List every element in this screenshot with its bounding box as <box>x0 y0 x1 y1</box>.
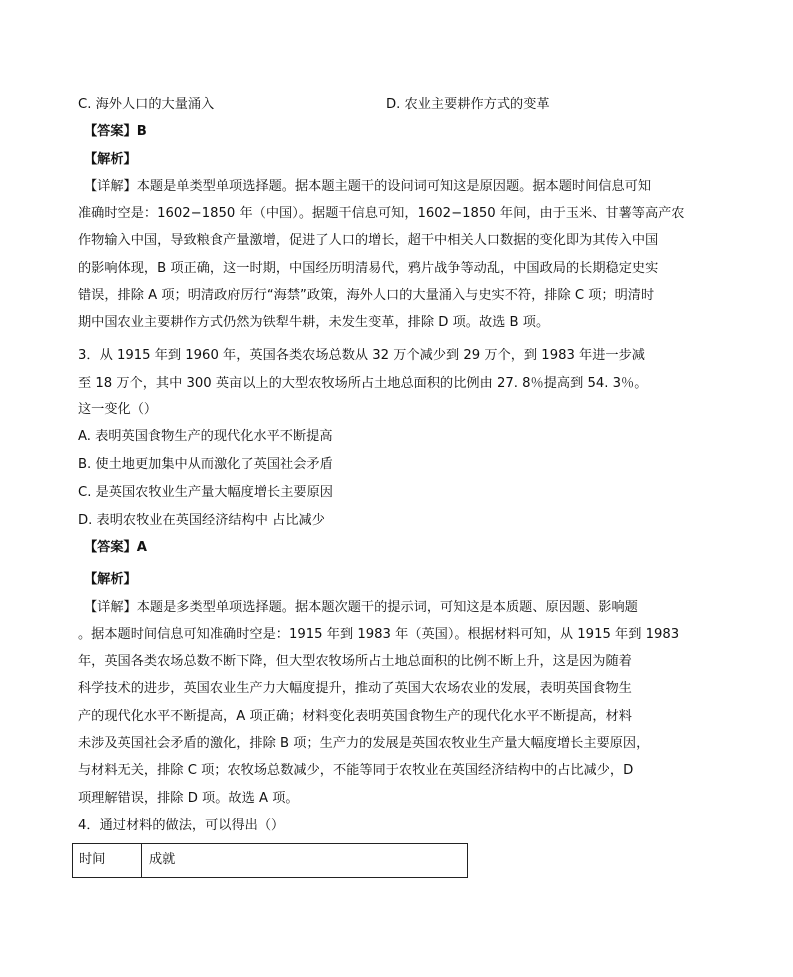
q3-detail-line: 产的现代化水平不断提高，A 项正确；材料变化表明英国食物生产的现代化水平不断提高，材料 <box>78 709 632 724</box>
q4-stem: 4．通过材料的做法，可以得出（） <box>78 818 285 833</box>
answer-label: 【答案】 <box>84 124 137 139</box>
q2-answer <box>84 123 147 141</box>
q3-option-d: D. 表明农牧业在英国经济结构中 占比减少 <box>78 513 325 528</box>
q2-detail-line: 【详解】本题是单类型单项选择题。据本题主题干的设问词可知这是原因题。据本题时间信息可知 <box>84 179 652 194</box>
answer-value: A <box>136 540 147 555</box>
q2-detail-line: 作物输入中国，导致粮食产量激增，促进了人口的增长，超干中相关人口数据的变化即为其传入中国 <box>78 233 659 248</box>
q3-detail-line: 未涉及英国社会矛盾的激化，排除 B 项；生产力的发展是英国农牧业生产量大幅度增长主要原因， <box>78 736 650 751</box>
q3-option-b: B. 使土地更加集中从而激化了英国社会矛盾 <box>78 457 333 472</box>
q3-option-c: C. 是英国农牧业生产量大幅度增长主要原因 <box>78 485 333 500</box>
table-header-time: 时间 <box>73 844 142 877</box>
q2-option-c: C. 海外人口的大量涌入 <box>78 97 215 112</box>
q3-stem-line: 3．从 1915 年到 1960 年，英国各类农场总数从 32 万个减少到 29 万个，到 1983 年进一步减 <box>78 348 645 363</box>
q3-detail-line: 科学技术的进步，英国农业生产力大幅度提升，推动了英国大农场农业的发展，表明英国食物生 <box>78 681 632 696</box>
q3-detail-line: 。据本题时间信息可知准确时空是：1915 年到 1983 年（英国）。根据材料可知，从 1915 年到 1983 <box>78 627 680 642</box>
q3-stem-line: 至 18 万个，其中 300 英亩以上的大型农牧场所占土地总面积的比例由 27. 8％提高到 54. 3％。 <box>78 376 648 391</box>
q2-detail-line: 期中国农业主要耕作方式仍然为铁犁牛耕，未发生变革，排除 D 项。故选 B 项。 <box>78 315 550 330</box>
q2-analysis-label: 【解析】 <box>84 152 137 167</box>
q3-detail-line: 【详解】本题是多类型单项选择题。据本题次题干的提示词，可知这是本质题、原因题、影响题 <box>84 600 638 615</box>
q3-option-a: A. 表明英国食物生产的现代化水平不断提高 <box>78 429 333 444</box>
q2-detail-line: 准确时空是：1602−1850 年（中国）。据题干信息可知，1602−1850 年间，由于玉米、甘薯等高产农 <box>78 206 685 221</box>
table-header-achievement: 成就 <box>149 852 176 867</box>
answer-label: 【答案】 <box>84 540 137 555</box>
q3-analysis-label: 【解析】 <box>84 572 137 587</box>
q3-detail-line: 项理解错误，排除 D 项。故选 A 项。 <box>78 791 299 806</box>
q2-option-d: D. 农业主要耕作方式的变革 <box>386 97 550 112</box>
q4-table <box>72 843 468 878</box>
q3-stem-line: 这一变化（） <box>78 402 158 417</box>
q2-detail-line: 的影响体现，B 项正确，这一时期，中国经历明清易代，鸦片战争等动乱，中国政局的长期稳定史实 <box>78 261 659 276</box>
answer-value: B <box>136 124 147 139</box>
q3-detail-line: 年，英国各类农场总数不断下降，但大型农牧场所占土地总面积的比例不断上升，这是因为随着 <box>78 654 632 669</box>
q2-detail-line: 错误，排除 A 项；明清政府厉行“海禁”政策，海外人口的大量涌入与史实不符，排除 C 项；明清时 <box>78 288 655 303</box>
q3-detail-line: 与材料无关，排除 C 项；农牧场总数减少，不能等同于农牧业在英国经济结构中的占比减少，D <box>78 763 634 778</box>
q3-answer <box>84 539 147 557</box>
